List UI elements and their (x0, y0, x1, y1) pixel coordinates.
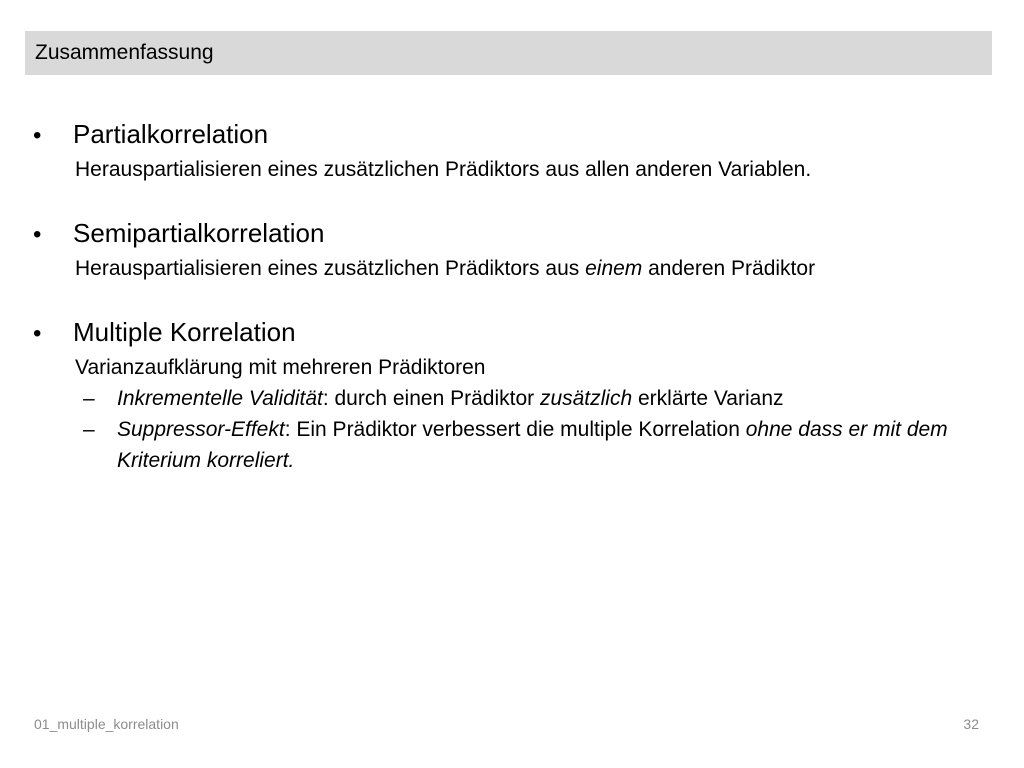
footer-page-number: 32 (963, 716, 979, 732)
sub-item-emphasis: zusätzlich (539, 387, 633, 410)
bullet-partialkorrelation (33, 116, 983, 185)
sub-list (83, 383, 983, 476)
slide-title: Zusammenfassung (35, 41, 214, 64)
bullet-heading: Partialkorrelation (73, 119, 269, 149)
sub-dash: – (83, 418, 95, 441)
bullet-heading: Multiple Korrelation (73, 317, 296, 347)
bullet-description (75, 253, 983, 284)
slide-content (33, 116, 983, 476)
footer-filename: 01_multiple_korrelation (34, 716, 179, 732)
sub-item-term: Suppressor-Effekt (117, 418, 285, 441)
sub-item-body: erklärte Varianz (632, 387, 784, 410)
bullet-multiple-korrelation (33, 314, 983, 476)
bullet-semipartialkorrelation (33, 215, 983, 284)
sub-item-emphasis: ohne dass er mit dem Kriterium korreliert. (117, 418, 948, 472)
description-text: Herauspartialisieren eines zusätzlichen Prädiktors aus (75, 257, 586, 280)
description-text: anderen Prädiktor (642, 257, 816, 280)
sub-item-inkrementelle-validitaet (83, 383, 983, 414)
sub-item-text (117, 414, 983, 476)
sub-item-body: : durch einen Prädiktor (322, 387, 540, 410)
description-emphasis: einem (585, 257, 643, 280)
sub-dash: – (83, 387, 95, 410)
bullet-dot: • (33, 320, 42, 347)
sub-item-body: : Ein Prädiktor verbessert die multiple Korrelation (284, 418, 746, 441)
sub-item-text (117, 383, 983, 414)
sub-item-term: Inkrementelle Validität (117, 387, 323, 410)
sub-item-suppressor-effekt (83, 414, 983, 476)
bullet-description: Varianzaufklärung mit mehreren Prädiktoren (75, 356, 486, 379)
slide-title-bar (25, 31, 992, 75)
bullet-dot: • (33, 122, 42, 149)
bullet-dot: • (33, 221, 42, 248)
bullet-heading: Semipartialkorrelation (73, 218, 325, 248)
bullet-description: Herauspartialisieren eines zusätzlichen Prädiktors aus allen anderen Variablen. (75, 158, 812, 181)
